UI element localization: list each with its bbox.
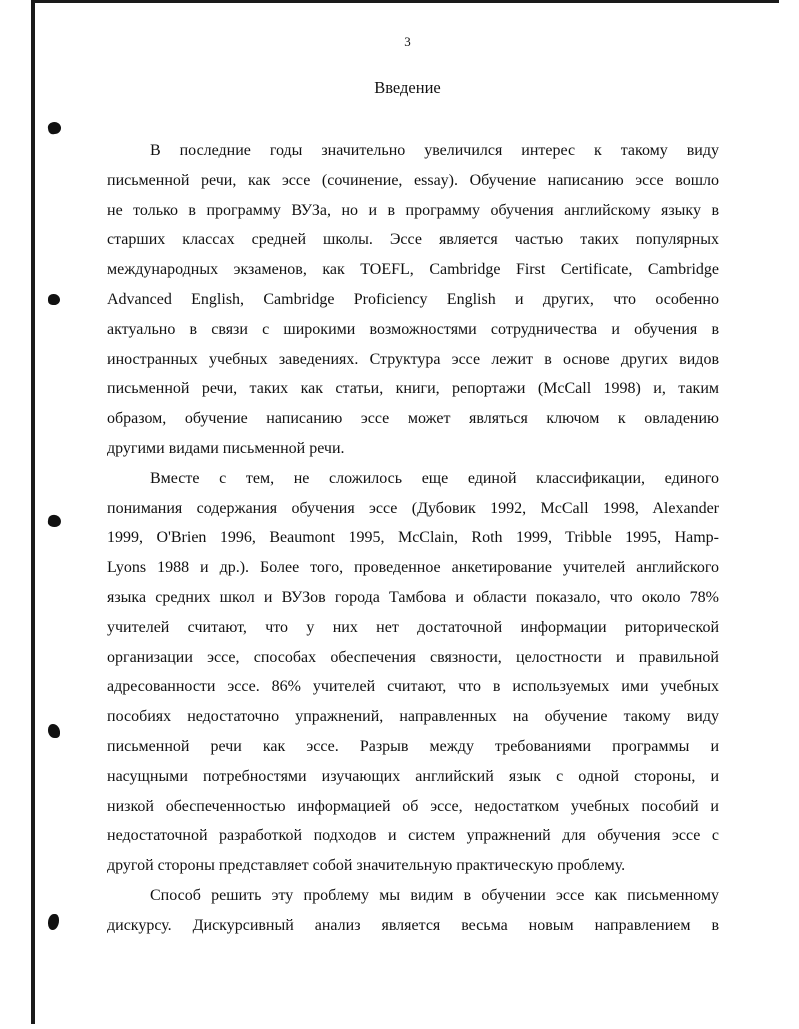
binding-hole-mark [47, 514, 62, 528]
page-number: 3 [404, 34, 411, 49]
scan-top-edge [31, 0, 779, 3]
text-line: понимания содержания обучения эссе (Дубовик 1992, McCall 1998, Alexander [107, 499, 719, 517]
scan-left-edge [31, 0, 35, 1024]
text-line: письменной речи как эссе. Разрыв между требованиями программы и [107, 737, 719, 755]
text-line: не только в программу ВУЗа, но и в программу обучения английскому языку в [107, 201, 719, 219]
text-line: учителей считают, что у них нет достаточной информации риторической [107, 618, 719, 636]
binding-hole-mark [47, 121, 62, 135]
text-line: другими видами письменной речи. [107, 439, 345, 457]
binding-hole-mark [48, 724, 60, 738]
binding-hole-mark [48, 294, 60, 305]
paragraph [107, 136, 719, 464]
text-line: дискурсу. Дискурсивный анализ является весьма новым направлением в [107, 916, 719, 934]
text-line: образом, обучение написанию эссе может являться ключом к овладению [107, 410, 719, 428]
binding-hole-mark [48, 914, 59, 930]
text-line: Вместе с тем, не сложилось еще единой классификации, единого [150, 469, 719, 487]
text-line: 1999, O'Brien 1996, Beaumont 1995, McClain, Roth 1999, Tribble 1995, Hamp- [107, 529, 719, 547]
text-line: другой стороны представляет собой значительную практическую проблему. [107, 857, 626, 875]
text-line: языка средних школ и ВУЗов города Тамбова и области показало, что около 78% [107, 588, 719, 606]
text-line: организации эссе, способах обеспечения связности, целостности и правильной [107, 648, 719, 666]
text-line: письменной речи, таких как статьи, книги, репортажи (McCall 1998) и, таким [107, 380, 719, 398]
text-line: пособиях недостаточно упражнений, направленных на обучение такому виду [107, 708, 719, 726]
text-line: письменной речи, как эссе (сочинение, essay). Обучение написанию эссе вошло [107, 171, 719, 189]
paragraph [107, 881, 719, 941]
paragraph [107, 464, 719, 881]
body-text [107, 136, 719, 941]
text-line: старших классах средней школы. Эссе является частью таких популярных [107, 231, 719, 249]
text-line: международных экзаменов, как TOEFL, Cambridge First Certificate, Cambridge [107, 261, 719, 279]
text-line: недостаточной разработкой подходов и систем упражнений для обучения эссе с [107, 827, 719, 845]
text-line: актуально в связи с широкими возможностями сотрудничества и обучения в [107, 320, 719, 338]
text-line: В последние годы значительно увеличился интерес к такому виду [150, 142, 719, 159]
text-line: иностранных учебных заведениях. Структура эссе лежит в основе других видов [107, 350, 719, 368]
text-line: насущными потребностями изучающих английский язык с одной стороны, и [107, 767, 719, 785]
text-line: Advanced English, Cambridge Proficiency English и других, что особенно [107, 290, 719, 308]
page-title: Введение [374, 78, 441, 97]
text-line: низкой обеспеченностью информацией об эссе, недостатком учебных пособий и [107, 797, 719, 815]
text-line: Lyons 1988 и др.). Более того, проведенное анкетирование учителей английского [107, 559, 719, 577]
text-line: Способ решить эту проблему мы видим в обучении эссе как письменному [150, 886, 719, 904]
text-line: адресованности эссе. 86% учителей считают, что в используемых ими учебных [107, 678, 719, 696]
